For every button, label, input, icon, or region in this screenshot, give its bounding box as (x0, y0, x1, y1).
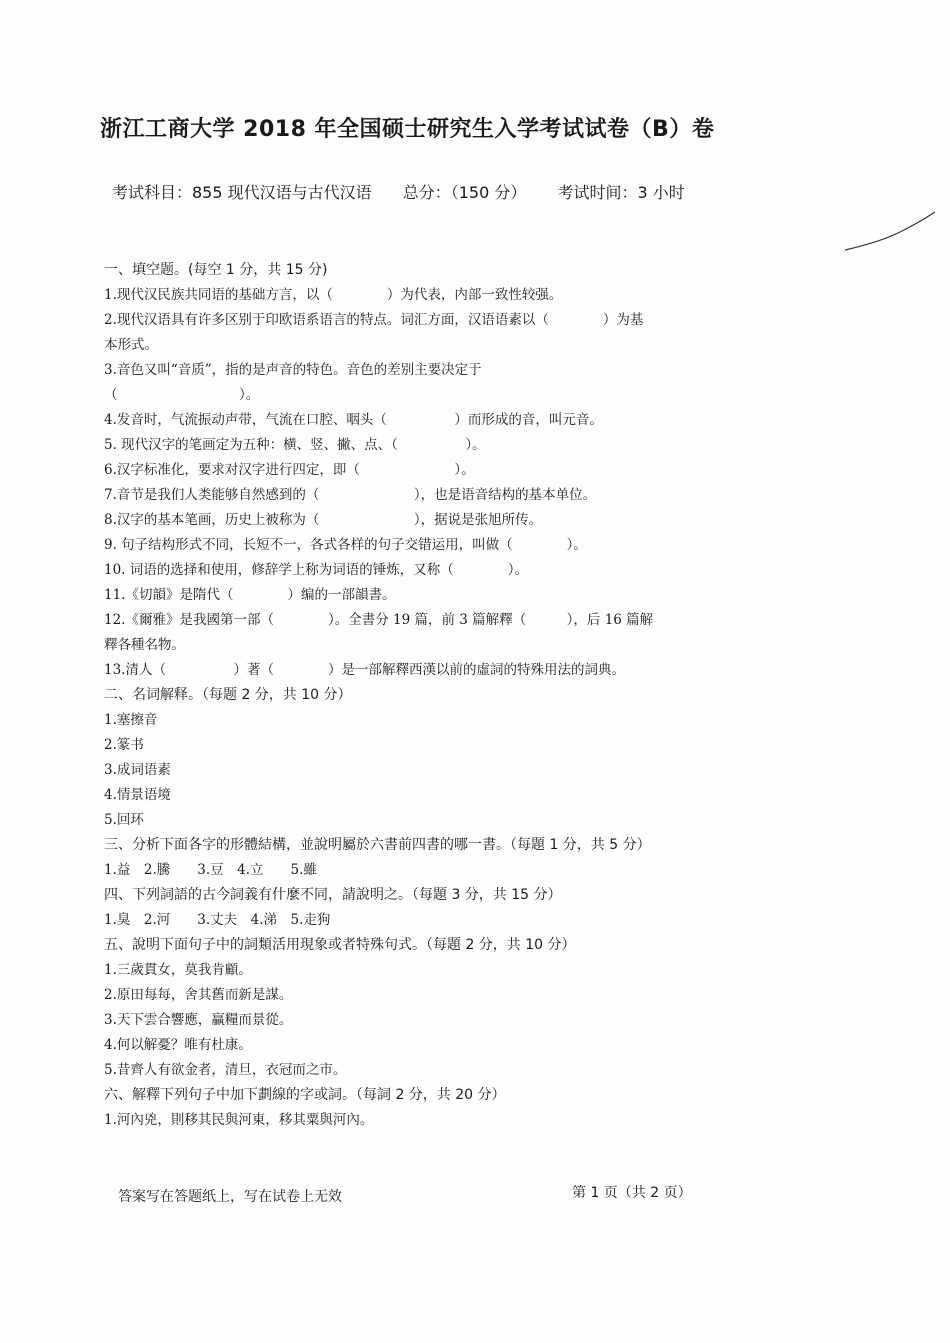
question-line: 11.《切韻》是隋代（ ）编的一部韻書。 (104, 587, 396, 603)
question-line: 7.音节是我们人类能够自然感到的（ ），也是语音结构的基本单位。 (104, 487, 597, 503)
question-line: 5.昔齊人有欲金者，清旦，衣冠而之市。 (104, 1062, 347, 1078)
exam-duration: 考试时间：3 小时 (557, 183, 685, 202)
exam-questions (104, 258, 784, 1133)
question-line: 4.情景语境 (104, 787, 171, 803)
question-line: 10. 词语的选择和使用，修辞学上称为词语的锤炼，又称（ ）。 (104, 562, 529, 578)
question-line: 9. 句子结构形式不同，长短不一，各式各样的句子交错运用，叫做（ ）。 (104, 537, 587, 553)
question-line: 8.汉字的基本笔画，历史上被称为（ ），据说是张旭所传。 (104, 512, 543, 528)
section-heading: 二、名词解释。（每题 2 分，共 10 分） (104, 687, 352, 703)
question-line: 5.回环 (104, 812, 144, 828)
question-line: 釋各種名物。 (104, 637, 185, 653)
section-heading: 三、分析下面各字的形體結構，並說明屬於六書前四書的哪一書。（每題 1 分，共 5 分） (104, 837, 651, 853)
exam-total-score: 总分：（150 分） (402, 183, 527, 202)
question-line: 1.塞擦音 (104, 712, 158, 728)
question-line: 1.臭 2.河 3.丈夫 4.涕 5.走狗 (104, 912, 331, 928)
question-line: 2.现代汉语具有许多区别于印欧语系语言的特点。词汇方面，汉语语素以（ ）为基 (104, 312, 644, 328)
question-line: 1.三歲貫女，莫我肯顧。 (104, 962, 252, 978)
question-line: 2.篆书 (104, 737, 144, 753)
question-line: 本形式。 (104, 337, 158, 353)
footer-note: 答案写在答题纸上，写在试卷上无效 (118, 1189, 342, 1205)
question-line: 5. 现代汉字的笔画定为五种：横、竖、撇、点、（ ）。 (104, 437, 486, 453)
question-line: 12.《爾雅》是我國第一部（ ）。全書分 19 篇，前 3 篇解釋（ ），后 16 篇解 (104, 612, 654, 628)
question-line: （ ）。 (104, 387, 260, 403)
question-line: 6.汉字标准化，要求对汉字进行四定，即（ ）。 (104, 462, 475, 478)
question-line: 3.音色又叫“音质”，指的是声音的特色。音色的差别主要决定于 (104, 362, 482, 378)
question-line: 3.天下雲合響應，贏糧而景從。 (104, 1012, 293, 1028)
section-heading: 四、下列詞語的古今詞義有什麼不同，請說明之。（每題 3 分，共 15 分） (104, 887, 562, 903)
section-heading: 五、說明下面句子中的詞類活用現象或者特殊句式。（每題 2 分，共 10 分） (104, 937, 576, 953)
question-line: 2.原田每每，舍其舊而新是謀。 (104, 987, 293, 1003)
question-line: 4.发音时，气流振动声带，气流在口腔、咽头（ ）而形成的音，叫元音。 (104, 412, 603, 428)
section-heading: 六、解釋下列句子中加下劃線的字或詞。（每詞 2 分，共 20 分） (104, 1087, 506, 1103)
exam-subject: 考试科目：855 现代汉语与古代汉语 (112, 183, 372, 202)
page-number: 第 1 页（共 2 页） (572, 1185, 692, 1201)
pen-stroke-mark (840, 210, 940, 260)
section-heading: 一、填空题。(每空 1 分，共 15 分) (104, 262, 328, 278)
exam-info (112, 180, 711, 203)
question-line: 3.成词语素 (104, 762, 171, 778)
question-line: 1.现代汉民族共同语的基础方言，以（ ）为代表，内部一致性较强。 (104, 287, 563, 303)
question-line: 1.益 2.騰 3.豆 4.立 5.雖 (104, 862, 317, 878)
exam-title: 浙江工商大学 2018 年全国硕士研究生入学考试试卷（B）卷 (100, 117, 715, 142)
question-line: 4.何以解憂？唯有杜康。 (104, 1037, 252, 1053)
question-line: 1.河內兇，則移其民與河東，移其粟與河內。 (104, 1112, 374, 1128)
question-line: 13.清人（ ）著（ ）是一部解釋西漢以前的虛詞的特殊用法的詞典。 (104, 662, 625, 678)
